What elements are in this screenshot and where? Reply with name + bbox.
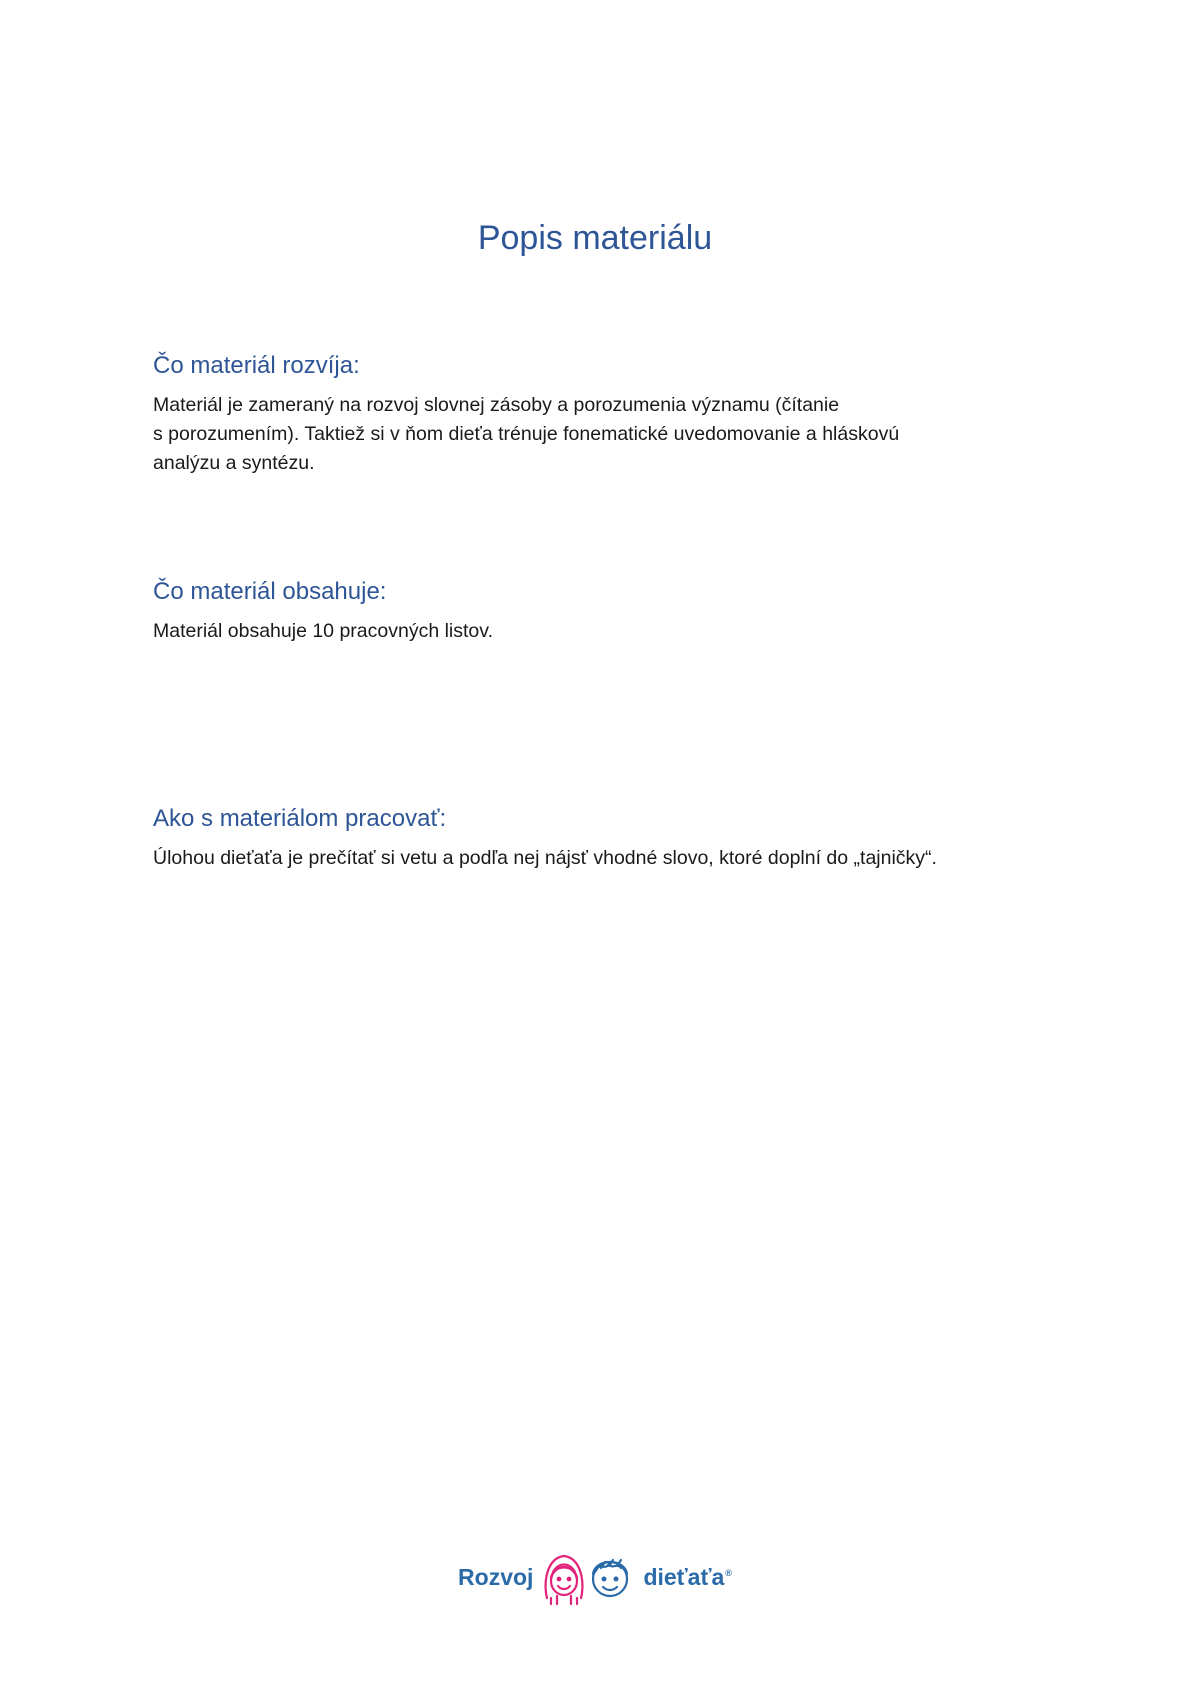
logo-left-word: Rozvoj: [458, 1563, 534, 1590]
section-heading: Ako s materiálom pracovať:: [153, 805, 447, 832]
body-line: Materiál je zameraný na rozvoj slovnej zásoby a porozumenia významu (čítanie: [153, 393, 840, 416]
section-how-to-work: [153, 805, 1053, 873]
section-develops: [153, 352, 1053, 478]
body-line: Materiál obsahuje 10 pracovných listov.: [153, 619, 493, 642]
rozvoj-dietata-logo: [0, 1548, 1190, 1606]
section-heading: Čo materiál rozvíja:: [153, 352, 360, 379]
section-body: [153, 617, 1053, 646]
section-heading: Čo materiál obsahuje:: [153, 578, 387, 605]
body-line: s porozumením). Taktiež si v ňom dieťa trénuje fonematické uvedomovanie a hláskovú: [153, 422, 900, 445]
section-body: [153, 391, 1053, 478]
registered-mark: ®: [725, 1567, 732, 1578]
section-contains: [153, 578, 1053, 646]
girl-and-boy-faces-icon: [539, 1548, 637, 1606]
body-line: analýzu a syntézu.: [153, 451, 315, 474]
body-line: Úlohou dieťaťa je prečítať si vetu a podľa nej nájsť vhodné slovo, ktoré doplní do „tajničky“.: [153, 846, 937, 869]
logo-right-word: dieťaťa®: [643, 1563, 732, 1590]
page-title: Popis materiálu: [477, 219, 713, 257]
section-body: [153, 844, 1053, 873]
